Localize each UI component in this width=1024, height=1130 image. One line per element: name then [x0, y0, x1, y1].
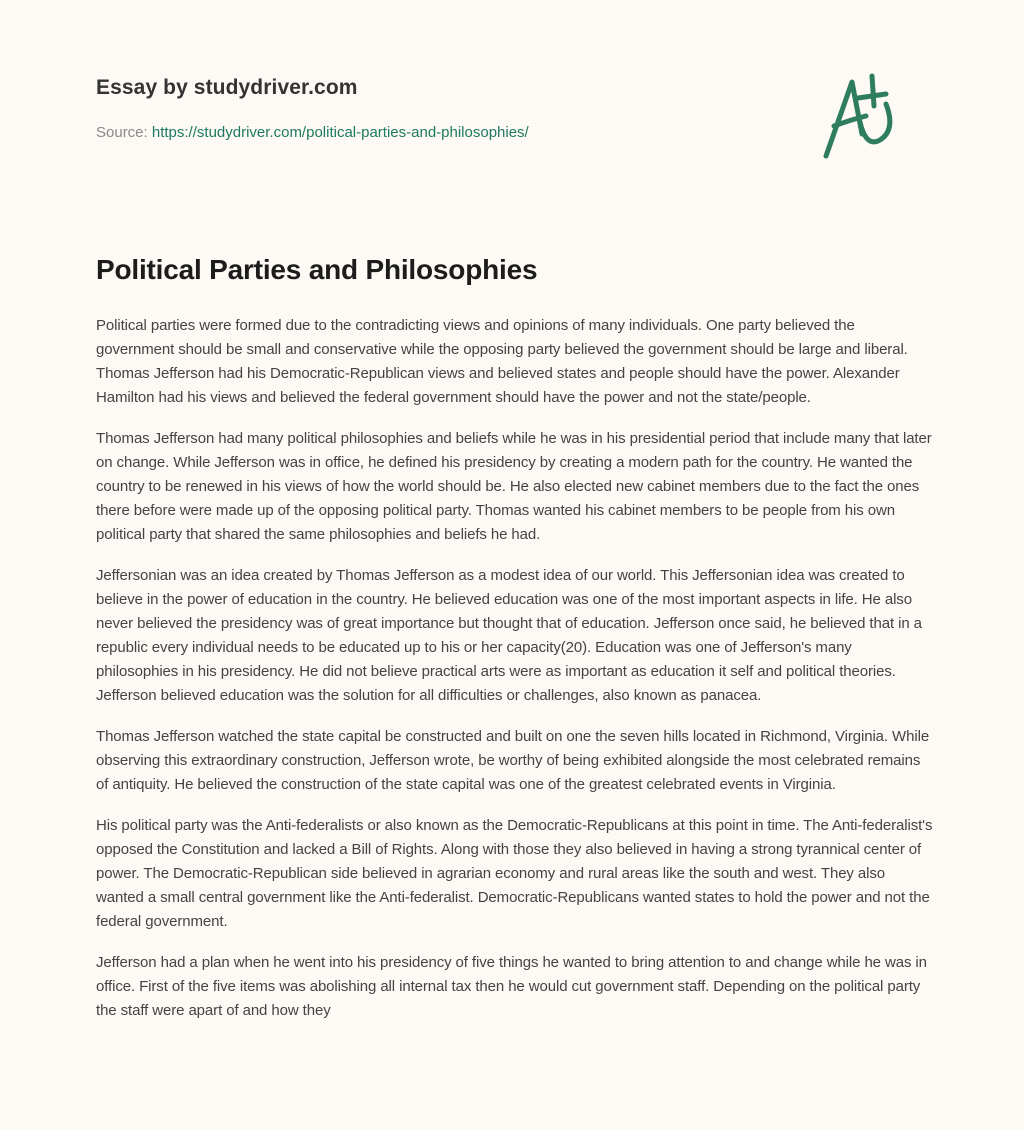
essay-header: [96, 0, 928, 200]
essay-paragraph: Thomas Jefferson had many political philosophies and beliefs while he was in his presidential period that include many that later on change. While Jefferson was in office, he defined his presidency by creating a modern path for the country. He wanted the country to be renewed in his views of how the world should be. He also elected new cabinet members due to the fact the ones there before were made up of the opposing political party. Thomas wanted his cabinet members to be people from his own political party that shared the same philosophies and beliefs he had.: [96, 430, 932, 543]
source-label: Source:: [96, 124, 148, 141]
essay-paragraph: Jeffersonian was an idea created by Thomas Jefferson as a modest idea of our world. This Jeffersonian idea was created to believe in the power of education in the country. He believed education was one of the most important aspects in life. He also never believed the presidency was of great importance but thought that of education. Jefferson once said, he believed that in a republic every individual needs to be educated up to his or her capacity(20). Education was one of Jefferson's many philosophies in his presidency. He did not believe practical arts were as important as education it self and political theories. Jefferson believed education was the solution for all difficulties or challenges, also known as panacea.: [96, 567, 922, 704]
source-line: [96, 124, 529, 141]
essay-paragraph: Thomas Jefferson watched the state capital be constructed and built on one the seven hills located in Richmond, Virginia. While observing this extraordinary construction, Jefferson wrote, be worthy of being exhibited alongside the most celebrated remains of antiquity. He believed the construction of the state capital was one of the greatest celebrated events in Virginia.: [96, 728, 930, 793]
essay-paragraph: His political party was the Anti-federalists or also known as the Democratic-Republicans at this point in time. The Anti-federalist's opposed the Constitution and lacked a Bill of Rights. Along with those they also believed in having a strong tyrannical center of power. The Democratic-Republican side believed in agrarian economy and rural areas like the south and west. They also wanted a small central government like the Anti-federalist. Democratic-Republicans wanted states to hold the power and not the federal government.: [96, 817, 933, 930]
essay-body: [96, 314, 934, 1040]
essay-paragraph: Political parties were formed due to the contradicting views and opinions of many individuals. One party believed the government should be small and conservative while the opposing party believed the government should be large and liberal. Thomas Jefferson had his Democratic-Republican views and believed states and people should have the power. Alexander Hamilton had his views and believed the federal government should have the power and not the state/people.: [96, 317, 908, 406]
essay-paragraph: Jefferson had a plan when he went into his presidency of five things he wanted to bring attention to and change while he was in office. First of the five items was abolishing all internal tax then he would cut government staff. Depending on the political party the staff were apart of and how they: [96, 954, 927, 1019]
a-plus-grade-icon: [822, 68, 926, 164]
site-title: Essay by studydriver.com: [96, 76, 358, 99]
essay-title: Political Parties and Philosophies: [96, 254, 538, 285]
source-link[interactable]: https://studydriver.com/political-parties-and-philosophies/: [151, 124, 529, 141]
